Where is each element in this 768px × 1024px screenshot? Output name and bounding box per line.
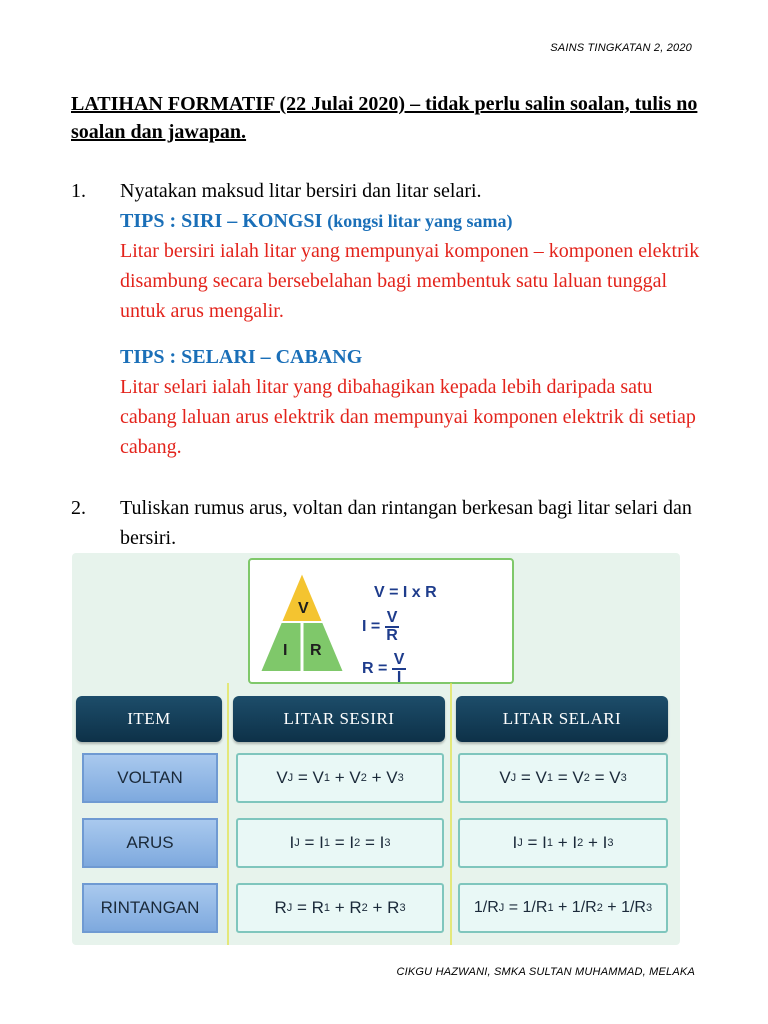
formula-figure <box>72 553 680 945</box>
answer-parallel: Litar selari ialah litar yang dibahagikan kepada lebih daripada satu cabang laluan arus elektrik dan mempunyai komponen elektrik di setiap cabang. <box>120 376 696 458</box>
page-footer: CIKGU HAZWANI, SMKA SULTAN MUHAMMAD, MELAKA <box>396 966 695 978</box>
tip-series-main: TIPS : SIRI – KONGSI <box>120 210 328 232</box>
formula-v: V = I x R <box>374 584 437 601</box>
question-text: Tuliskan rumus arus, voltan dan rintangan berkesan bagi litar selari dan bersiri. <box>120 497 692 549</box>
formula-i-lhs: I = <box>362 618 385 635</box>
row-label-arus: ARUS <box>82 818 218 868</box>
header-parallel: LITAR SELARI <box>456 696 668 742</box>
tip-parallel: TIPS : SELARI – CABANG <box>120 346 363 368</box>
resistance-parallel-formula: 1/R J = 1/R 1 + 1/R 2 + 1/R 3 <box>458 883 668 933</box>
formula-i <box>362 610 399 644</box>
current-series-formula: I J = I 1 = I 2 = I 3 <box>236 818 444 868</box>
voltage-parallel-formula: V J = V 1 = V 2 = V 3 <box>458 753 668 803</box>
formula-r-den: I <box>396 669 402 686</box>
question-number: 1. <box>71 180 86 202</box>
question-1 <box>71 176 711 462</box>
formula-i-num: V <box>386 609 398 626</box>
triangle-v: V <box>298 600 309 617</box>
question-number: 2. <box>71 497 86 519</box>
row-label-voltan: VOLTAN <box>82 753 218 803</box>
formula-r <box>362 652 406 686</box>
triangle-r: R <box>310 642 322 659</box>
answer-series: Litar bersiri ialah litar yang mempunyai komponen – komponen elektrik disambung secara bersebelahan bagi membentuk satu laluan tunggal untuk arus mengalir. <box>120 240 700 322</box>
voltage-series-formula: V J = V 1 + V 2 + V 3 <box>236 753 444 803</box>
resistance-series-formula: R J = R 1 + R 2 + R 3 <box>236 883 444 933</box>
formula-r-lhs: R = <box>362 660 392 677</box>
formula-i-den: R <box>386 627 398 644</box>
row-label-rintangan: RINTANGAN <box>82 883 218 933</box>
header-series: LITAR SESIRI <box>233 696 445 742</box>
tip-series <box>120 206 711 236</box>
question-2 <box>71 493 711 553</box>
tip-series-paren: (kongsi litar yang sama) <box>327 211 513 231</box>
page-header: SAINS TINGKATAN 2, 2020 <box>550 42 692 54</box>
vir-triangle-card <box>248 558 514 684</box>
question-text: Nyatakan maksud litar bersiri dan litar selari. <box>120 180 482 202</box>
triangle-i: I <box>283 642 288 659</box>
header-item: ITEM <box>76 696 222 742</box>
current-parallel-formula: I J = I 1 + I 2 + I 3 <box>458 818 668 868</box>
formula-r-num: V <box>393 651 405 668</box>
exercise-title: LATIHAN FORMATIF (22 Julai 2020) – tidak perlu salin soalan, tulis no soalan dan jawapan. <box>71 93 698 143</box>
